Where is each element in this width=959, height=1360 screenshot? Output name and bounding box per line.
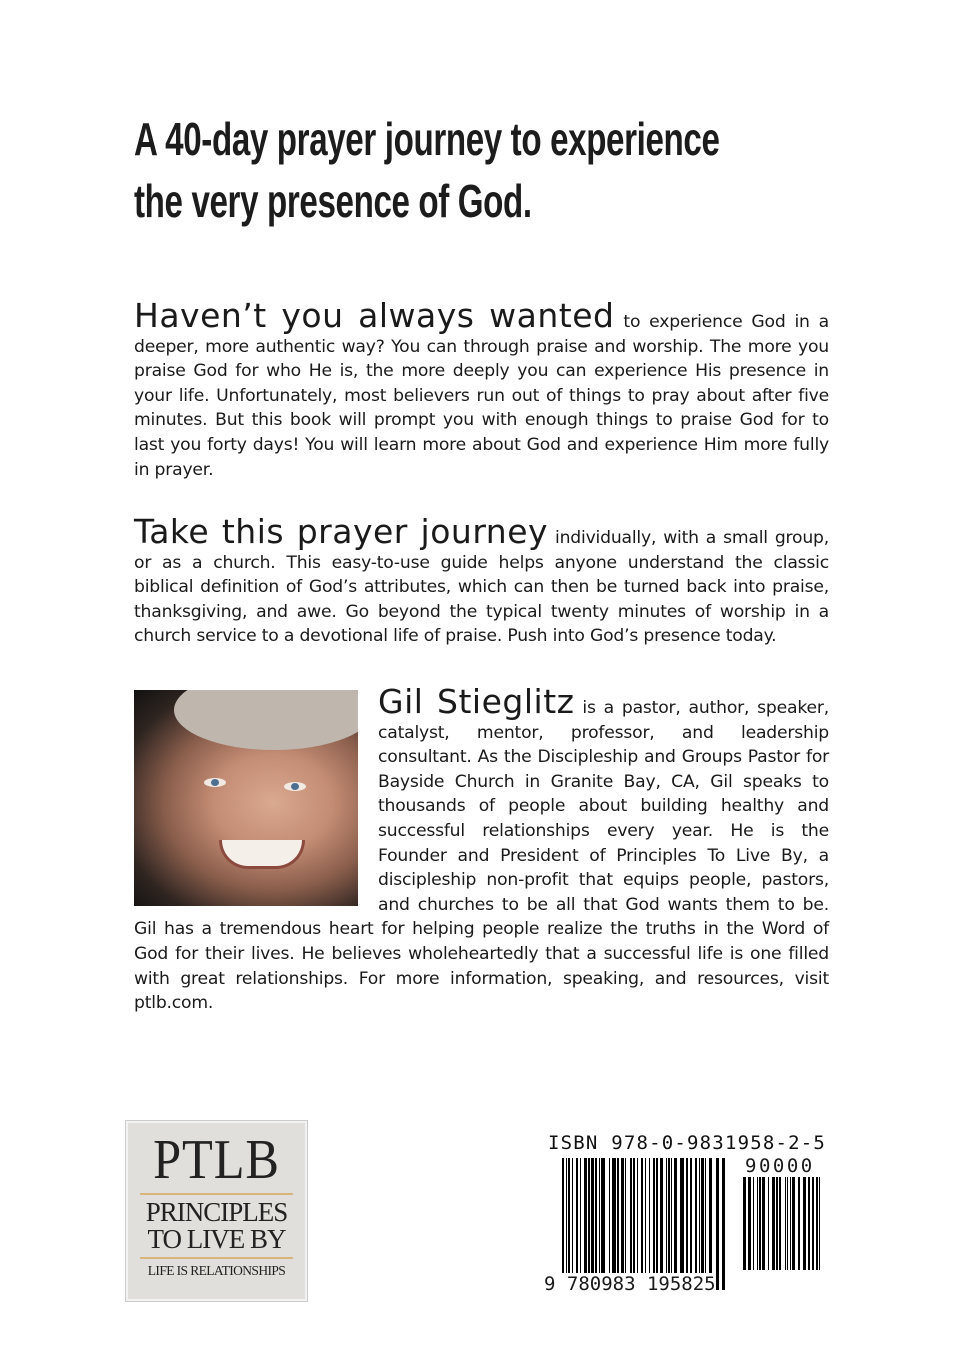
- logo-rule: [140, 1193, 293, 1195]
- barcode-bar: [808, 1177, 810, 1270]
- isbn-text: ISBN 978-0-9831958-2-5: [548, 1132, 827, 1154]
- paragraph-body: is a pastor, author, speaker, catalyst, mentor, professor, and leadership consultant. As the Discipleship and Groups Pastor for Bayside Church in Granite Bay, CA, Gil speaks to thousands of people about building healthy and successful relationships every year. He is the Founder and President of Principles To Live By, a discipleship non-profit that equips people, pastors, and churches to be all that God wants them to be. Gil has a tremendous heart for helping people realize the truths in the Word of God for their lives. He believes wholeheartedly that a successful life is one filled with great relationships. For more information, speaking, and resources, visit ptlb.com.: [134, 698, 829, 1014]
- barcode-bar: [722, 1158, 725, 1290]
- barcode-bar: [653, 1158, 655, 1290]
- barcode-bar: [798, 1177, 800, 1270]
- barcode-bar: [599, 1158, 600, 1290]
- barcode-bar: [779, 1177, 781, 1270]
- barcode-bar: [716, 1158, 719, 1290]
- barcode-bar: [572, 1158, 573, 1290]
- barcode-bar: [591, 1158, 594, 1290]
- barcode-ean-number: [544, 1273, 716, 1295]
- logo-rule: [140, 1257, 293, 1259]
- paragraph-body: individually, with a small group, or as a church. This easy-to-use guide helps anyone understand the classic biblical definition of God’s attributes, which can then be turned back into praise, thanksgiving, and awe. Go beyond the typical twenty minutes of worship in a church service to a devotional life of praise. Push into God’s presence today.: [134, 528, 830, 647]
- barcode-bar: [819, 1177, 820, 1270]
- paragraph-lead: Take this prayer journey: [134, 512, 549, 551]
- barcode-bar: [668, 1158, 670, 1290]
- barcode-bar: [695, 1158, 697, 1290]
- barcode-bar: [759, 1177, 761, 1270]
- barcode-bar: [690, 1158, 692, 1290]
- barcode-bar: [637, 1158, 638, 1290]
- barcode-bar: [701, 1158, 704, 1290]
- barcode-bar: [743, 1177, 746, 1270]
- barcode-bar: [762, 1177, 765, 1270]
- journey-paragraph: [134, 512, 830, 649]
- barcode-bar: [671, 1158, 672, 1290]
- barcode-bar: [568, 1158, 570, 1290]
- barcode-bar: [785, 1177, 786, 1270]
- barcode-bar: [812, 1177, 814, 1270]
- barcode-bar: [776, 1177, 778, 1270]
- barcode-bar: [595, 1158, 597, 1290]
- barcode-bar: [757, 1177, 758, 1270]
- barcode-bar: [641, 1158, 643, 1290]
- barcode-bar: [699, 1158, 700, 1290]
- paragraph-body: to experience God in a deeper, more authentic way? You can through praise and worship. The more you praise God for who He is, the more deeply you can experience His presence in your life. Unfortunately, most believers run out of things to pray about after five minutes. But this book will prompt you with enough things to praise God for to last you forty days! You will learn more about God and experience Him more fully in prayer.: [134, 312, 829, 480]
- barcode-addon-number: 90000: [745, 1155, 815, 1177]
- barcode-bar: [576, 1158, 578, 1290]
- headline-line-2: the very presence of God.: [134, 175, 532, 227]
- ptlb-logo: [126, 1121, 307, 1301]
- addon-barcode: [743, 1177, 823, 1270]
- barcode-bar: [803, 1177, 806, 1270]
- barcode-bar: [660, 1158, 663, 1290]
- barcode-bar: [580, 1158, 581, 1290]
- barcode-bar: [656, 1158, 658, 1290]
- barcode-bar: [772, 1177, 775, 1270]
- barcode-bar: [645, 1158, 646, 1290]
- barcode-bar: [792, 1177, 795, 1270]
- barcode-bar: [705, 1158, 706, 1290]
- logo-line-1: PRINCIPLES: [145, 1197, 288, 1227]
- barcode-bar: [816, 1177, 818, 1270]
- barcode-bar: [748, 1177, 751, 1270]
- barcode-bar: [609, 1158, 610, 1290]
- logo-line-2: TO LIVE BY: [147, 1224, 286, 1254]
- barcode-bar: [621, 1158, 624, 1290]
- barcode-bar: [709, 1158, 712, 1290]
- barcode-bar: [625, 1158, 626, 1290]
- barcode-bar: [617, 1158, 619, 1290]
- barcode-bar: [680, 1158, 684, 1290]
- barcode-bar: [787, 1177, 788, 1270]
- headline: [134, 108, 782, 232]
- barcode-bar: [768, 1177, 769, 1270]
- ean-barcode: [562, 1158, 728, 1290]
- barcode-bar: [633, 1158, 635, 1290]
- barcode-bar: [601, 1158, 605, 1290]
- barcode-bar: [666, 1158, 667, 1290]
- barcode-bar: [649, 1158, 650, 1290]
- logo-tagline: LIFE IS RELATIONSHIPS: [147, 1263, 286, 1278]
- headline-line-1: A 40-day prayer journey to experience: [134, 113, 720, 165]
- barcode-bar: [674, 1158, 677, 1290]
- paragraph-lead: Haven’t you always wanted: [134, 296, 615, 335]
- barcode-bar: [790, 1177, 791, 1270]
- ean-digits: 9 780983 195825: [544, 1273, 716, 1295]
- author-photo: [134, 690, 358, 906]
- author-name: Gil Stieglitz: [378, 682, 575, 721]
- barcode-bar: [686, 1158, 688, 1290]
- barcode-bar: [562, 1158, 564, 1290]
- barcode-bar: [584, 1158, 587, 1290]
- barcode-bar: [630, 1158, 632, 1290]
- barcode-bar: [612, 1158, 616, 1290]
- barcode-bar: [588, 1158, 590, 1290]
- logo-abbr: PTLB: [153, 1129, 280, 1191]
- author-bio: [134, 682, 829, 1016]
- barcode-bar: [753, 1177, 754, 1270]
- barcode-bar: [566, 1158, 567, 1290]
- intro-paragraph: [134, 296, 829, 482]
